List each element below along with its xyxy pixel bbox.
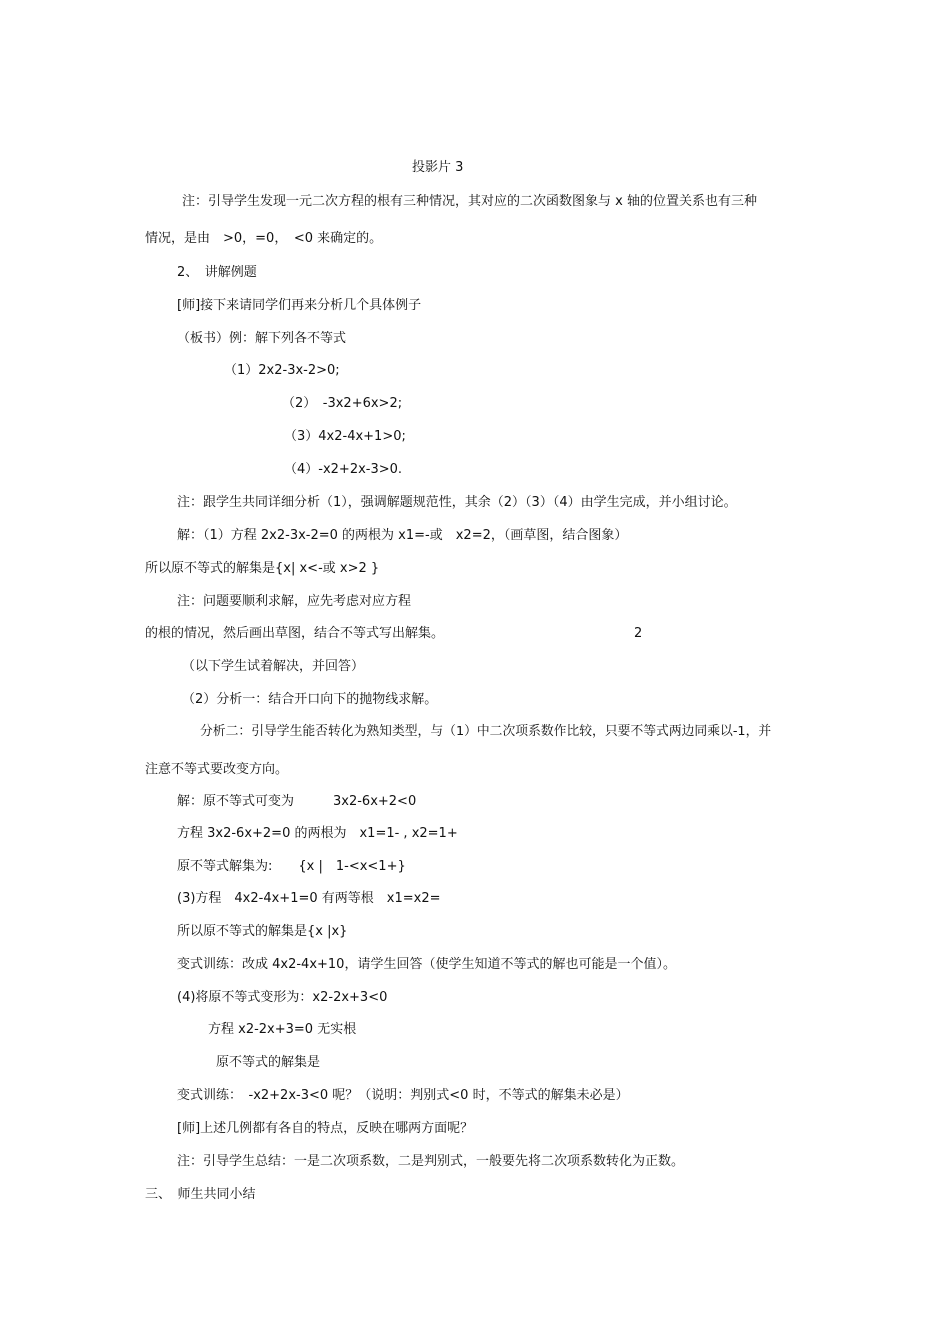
paragraph-line: (3)方程 4x2-4x+1=0 有两等根 x1=x2= bbox=[177, 891, 441, 906]
paragraph-line: 所以原不等式的解集是{x |x} bbox=[177, 924, 348, 939]
paragraph-line: （板书）例：解下列各不等式 bbox=[177, 331, 347, 346]
section-heading: 2、 讲解例题 bbox=[177, 265, 257, 280]
paragraph-line: 注：问题要顺利求解，应先考虑对应方程 bbox=[177, 594, 412, 609]
paragraph-line: 变式训练：改成 4x2-4x+10，请学生回答（使学生知道不等式的解也可能是一个值）。 bbox=[177, 957, 676, 972]
paragraph-line: 的根的情况，然后画出草图，结合不等式写出解集。 bbox=[145, 626, 445, 641]
slide-title: 投影片 3 bbox=[412, 160, 464, 175]
paragraph-line: 注：跟学生共同详细分析（1），强调解题规范性，其余（2）（3）（4）由学生完成，并小组讨论。 bbox=[177, 495, 737, 510]
page-number: 2 bbox=[634, 626, 643, 641]
paragraph-line: 方程 x2-2x+3=0 无实根 bbox=[208, 1022, 357, 1037]
inequality-item: （2） -3x2+6x>2; bbox=[282, 396, 403, 411]
paragraph-line: （以下学生试着解决，并回答） bbox=[182, 659, 365, 674]
paragraph-line: [师]上述几例都有各自的特点，反映在哪两方面呢？ bbox=[177, 1121, 474, 1136]
paragraph-line: 方程 3x2-6x+2=0 的两根为 x1=1- , x2=1+ bbox=[177, 826, 458, 841]
paragraph-line: 原不等式解集为: {x | 1-<x<1+} bbox=[177, 859, 406, 874]
paragraph-line: 解：（1）方程 2x2-3x-2=0 的两根为 x1=-或 x2=2，（画草图，结合图象） bbox=[177, 528, 628, 543]
paragraph-line: 注：引导学生发现一元二次方程的根有三种情况，其对应的二次函数图象与 x 轴的位置关系也有三种 bbox=[182, 194, 757, 209]
section-heading: 三、 师生共同小结 bbox=[145, 1187, 256, 1202]
paragraph-line: (4)将原不等式变形为：x2-2x+3<0 bbox=[177, 990, 388, 1005]
paragraph-line: （2）分析一：结合开口向下的抛物线求解。 bbox=[182, 692, 438, 707]
paragraph-line: 注意不等式要改变方向。 bbox=[145, 762, 289, 777]
inequality-item: （1）2x2-3x-2>0; bbox=[224, 363, 340, 378]
paragraph-line: 情况，是由 >0，=0， <0 来确定的。 bbox=[145, 231, 383, 246]
paragraph-line: 所以原不等式的解集是{x| x<-或 x>2 } bbox=[145, 561, 380, 576]
inequality-item: （4）-x2+2x-3>0. bbox=[284, 462, 403, 477]
paragraph-line: 解：原不等式可变为 3x2-6x+2<0 bbox=[177, 794, 417, 809]
paragraph-line: 原不等式的解集是 bbox=[216, 1055, 321, 1070]
inequality-item: （3）4x2-4x+1>0; bbox=[284, 429, 406, 444]
paragraph-line: [师]接下来请同学们再来分析几个具体例子 bbox=[177, 298, 422, 313]
paragraph-line: 分析二：引导学生能否转化为熟知类型，与（1）中二次项系数作比较，只要不等式两边同乘以-1，并 bbox=[200, 724, 772, 739]
paragraph-line: 注：引导学生总结：一是二次项系数，二是判别式，一般要先将二次项系数转化为正数。 bbox=[177, 1154, 685, 1169]
paragraph-line: 变式训练： -x2+2x-3<0 呢？（说明：判别式<0 时，不等式的解集未必是） bbox=[177, 1088, 629, 1103]
